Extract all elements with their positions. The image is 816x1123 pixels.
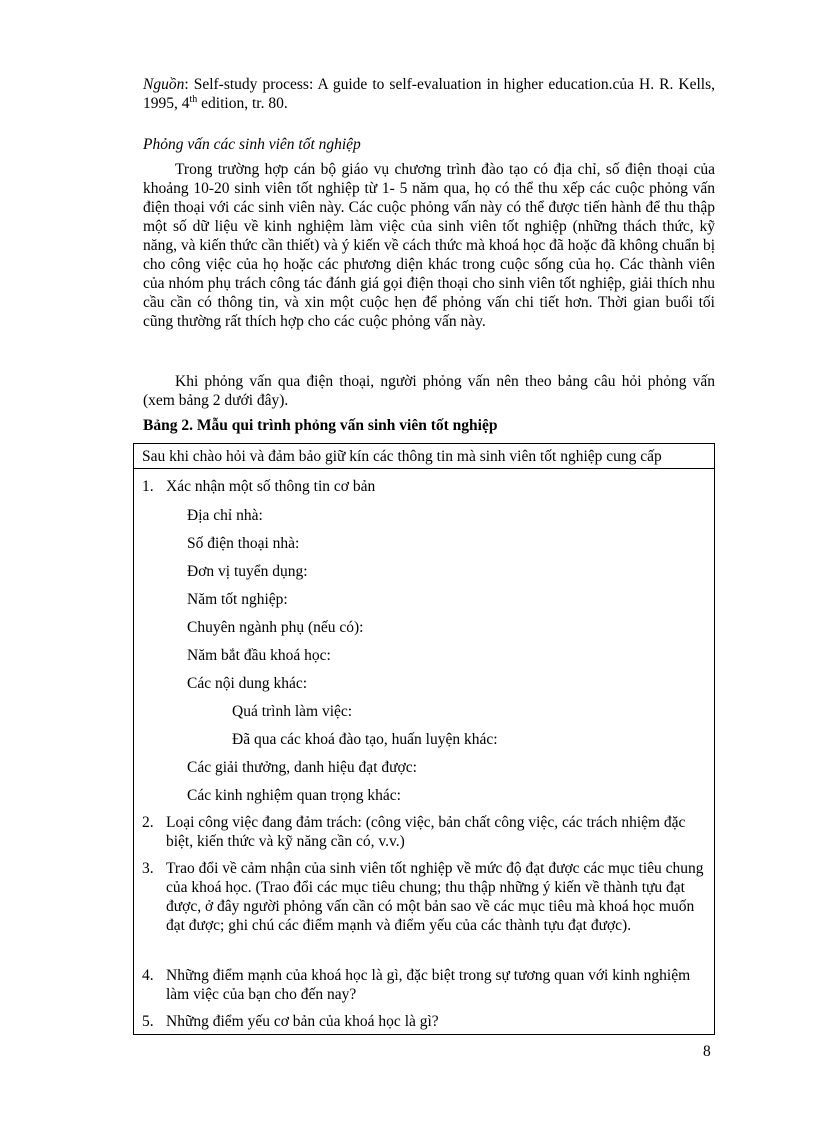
item-number: 5.	[142, 1013, 154, 1030]
table-intro: Sau khi chào hỏi và đảm bảo giữ kín các thông tin mà sinh viên tốt nghiệp cung cấp	[134, 444, 714, 469]
page-number: 8	[703, 1043, 711, 1060]
item-text: Loại công việc đang đảm trách: (công việc, bản chất công việc, các trách nhiệm đặc biệt, kiến thức và kỹ năng cần có, v.v.)	[166, 814, 686, 850]
item-number: 1.	[142, 478, 154, 495]
subfield-other-training: Đã qua các khoá đào tạo, huấn luyện khác:	[232, 731, 498, 748]
source-label: Nguồn	[143, 76, 185, 93]
item-text: Xác nhận một số thông tin cơ bản	[166, 478, 376, 495]
item-number: 4.	[142, 967, 154, 984]
field-graduation-year: Năm tốt nghiệp:	[187, 591, 288, 608]
item-text: Những điểm yếu cơ bản của khoá học là gì?	[166, 1013, 439, 1030]
source-superscript: th	[189, 93, 198, 105]
subfield-work-history: Quá trình làm việc:	[232, 703, 353, 720]
interview-table	[133, 443, 715, 1035]
field-other-experience: Các kinh nghiệm quan trọng khác:	[187, 787, 401, 804]
table-caption: Bảng 2. Mẫu qui trình phỏng vấn sinh viên tốt nghiệp	[143, 417, 498, 434]
field-phone: Số điện thoại nhà:	[187, 535, 300, 552]
field-awards: Các giải thưởng, danh hiệu đạt được:	[187, 759, 417, 776]
item-number: 2.	[142, 814, 154, 831]
item-text: Trao đổi về cảm nhận của sinh viên tốt nghiệp về mức độ đạt được các mục tiêu chung của khoá học. (Trao đổi các mục tiêu chung; thu thập những ý kiến về thành tựu đạt được, ở đây người phỏng vấn cần có một bản sao về các mục tiêu mà khoá học muốn đạt được; ghi chú các điểm mạnh và điểm yếu của các thành tựu đạt được).	[166, 860, 704, 934]
item-number: 3.	[142, 860, 154, 877]
field-employer: Đơn vị tuyển dụng:	[187, 563, 308, 580]
field-minor: Chuyên ngành phụ (nếu có):	[187, 619, 364, 636]
source-text-end: edition, tr. 80.	[197, 95, 288, 112]
item-text: Những điểm mạnh của khoá học là gì, đặc biệt trong sự tương quan với kinh nghiệm làm việc của bạn cho đến nay?	[166, 967, 691, 1003]
paragraph-2: Khi phỏng vấn qua điện thoại, người phỏng vấn nên theo bảng câu hỏi phỏng vấn (xem bảng 2 dưới đây).	[143, 373, 715, 409]
field-other-content: Các nội dung khác:	[187, 675, 308, 692]
source-text: : Self-study process: A guide to self-evaluation in higher education.của H. R. Kells, 1995, 4	[143, 76, 715, 112]
paragraph-1: Trong trường hợp cán bộ giáo vụ chương trình đào tạo có địa chỉ, số điện thoại của khoảng 10-20 sinh viên tốt nghiệp từ 1- 5 năm qua, họ có thể thu xếp các cuộc phỏng vấn điện thoại với các sinh viên này. Các cuộc phỏng vấn này có thể được tiến hành để thu thập một số dữ liệu về kinh nghiệm làm việc của sinh viên tốt nghiệp (những thách thức, kỹ năng, và kiến thức cần thiết) và ý kiến về cách thức mà khoá học đã hoặc đã không chuẩn bị cho công việc của họ hoặc các phương diện khác trong cuộc sống của họ. Các thành viên của nhóm phụ trách công tác đánh giá gọi điện thoại cho sinh viên tốt nghiệp, giải thích nhu cầu cần có thông tin, và xin một cuộc hẹn để phỏng vấn chi tiết hơn. Thời gian buổi tối cũng thường rất thích hợp cho các cuộc phỏng vấn này.	[143, 161, 715, 330]
field-start-year: Năm bắt đầu khoá học:	[187, 647, 331, 664]
field-address: Địa chỉ nhà:	[187, 507, 263, 524]
section-heading: Phỏng vấn các sinh viên tốt nghiệp	[143, 136, 361, 153]
source-citation	[143, 75, 715, 113]
